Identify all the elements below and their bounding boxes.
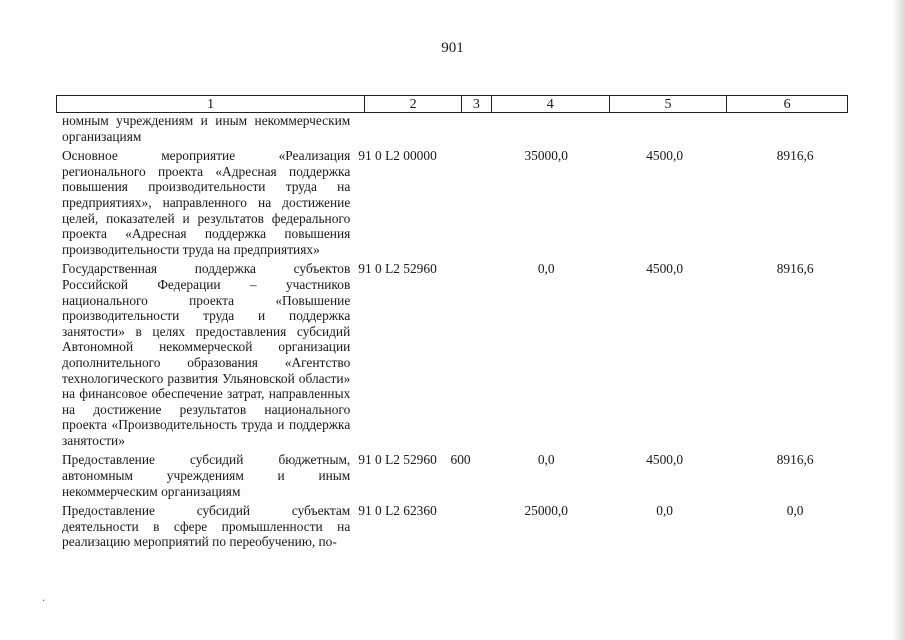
- header-col-2: 2: [365, 96, 462, 112]
- row-code: 91 0 L2 00000: [358, 148, 437, 164]
- scan-dot-mark: .: [42, 590, 45, 604]
- row-value-6: 8916,6: [776, 148, 814, 164]
- page-edge-shadow: [893, 0, 905, 640]
- row-group: [451, 113, 478, 144]
- row-description: Предоставление субсидий субъектам деятельности в сфере промышленности на реализацию мероприятий по переобучению, по-: [62, 503, 351, 550]
- page-number: 901: [441, 40, 464, 56]
- row-code: 91 0 L2 52960: [358, 452, 437, 468]
- row-value-6: [722, 113, 848, 144]
- row-value-4: 35000,0: [524, 148, 568, 164]
- header-col-1: 1: [57, 96, 365, 112]
- row-code: [350, 113, 450, 144]
- row-group: 600: [450, 452, 471, 468]
- row-value-6: 0,0: [786, 503, 804, 519]
- row-description: номным учреждениям и иным некоммерческим организациям: [62, 113, 351, 144]
- table-body: [56, 113, 848, 550]
- row-value-5: 4500,0: [646, 452, 684, 468]
- row-value-4: [477, 113, 601, 144]
- row-group: [451, 261, 478, 448]
- row-value-4: 0,0: [537, 261, 555, 277]
- row-description: Государственная поддержка субъектов Российской Федерации – участников национального проекта «Повышение производительности труда и поддержка занятости» в целях предоставления субсидий Автономной некоммерческой организации дополнительного образования «Агентство технологического развития Ульяновской области» на финансовое обеспечение затрат, направленных на достижение результатов национального проекта «Производительность труда и поддержка занятости»: [62, 261, 351, 448]
- row-value-4: 25000,0: [524, 503, 568, 519]
- row-value-5: 0,0: [656, 503, 674, 519]
- row-group: [451, 503, 478, 550]
- header-col-6: 6: [783, 97, 791, 112]
- row-value-5: [601, 113, 722, 144]
- row-code: 91 0 L2 62360: [358, 503, 437, 519]
- row-value-5: 4500,0: [646, 261, 684, 277]
- header-col-5: 5: [610, 96, 728, 112]
- table-row: [56, 148, 848, 257]
- row-description: Основное мероприятие «Реализация регионального проекта «Адресная поддержка повышения производительности труда на предприятиях», направленного на достижение целей, показателей и результатов федерального проекта «Адресная поддержка повышения производительности труда на предприятиях»: [62, 148, 351, 257]
- table-row: [56, 261, 848, 448]
- table-row: [56, 503, 848, 550]
- header-col-4: 4: [492, 96, 610, 112]
- row-value-4: 0,0: [537, 452, 555, 468]
- table-row: [56, 452, 848, 499]
- row-value-5: 4500,0: [646, 148, 684, 164]
- row-value-6: 8916,6: [776, 261, 814, 277]
- row-code: 91 0 L2 52960: [358, 261, 437, 277]
- row-value-6: 8916,6: [776, 452, 814, 468]
- table-header: [56, 95, 848, 113]
- table-row: [56, 113, 848, 144]
- header-col-3: 3: [462, 96, 492, 112]
- row-description: Предоставление субсидий бюджетным, автономным учреждениям и иным некоммерческим организациям: [62, 452, 351, 499]
- row-group: [451, 148, 478, 257]
